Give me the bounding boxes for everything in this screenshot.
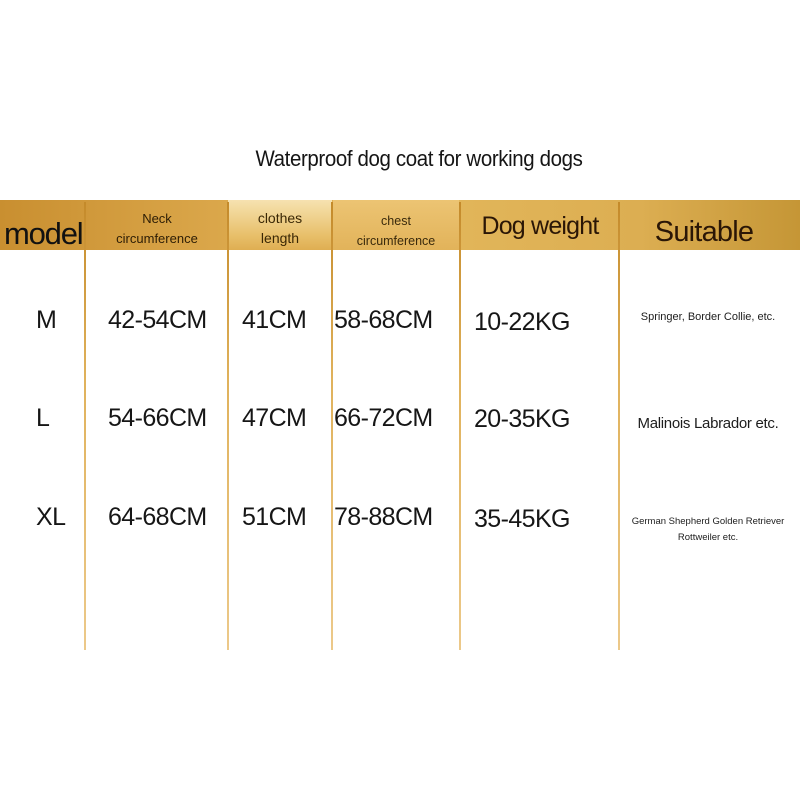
header-length-line2: length xyxy=(260,230,300,246)
header-neck-line2: circumference xyxy=(116,231,198,246)
row-xl-length: 51CM xyxy=(242,503,307,531)
row-m-weight: 10-22KG xyxy=(474,308,570,336)
column-divider xyxy=(84,202,86,650)
row-l-weight: 20-35KG xyxy=(474,405,570,433)
header-clothes-length xyxy=(228,208,332,248)
row-xl-suitable xyxy=(622,514,794,546)
header-neck-line1: Neck xyxy=(142,211,172,226)
row-m-suitable: Springer, Border Collie, etc. xyxy=(640,311,776,323)
row-xl-model: XL xyxy=(36,503,66,531)
header-chest-line2: circumference xyxy=(356,234,436,248)
row-xl-weight: 35-45KG xyxy=(474,505,570,533)
row-l-model: L xyxy=(36,404,50,432)
row-xl-suitable-line1: German Shepherd Golden Retriever xyxy=(631,516,785,527)
row-l-chest: 66-72CM xyxy=(334,404,433,432)
row-m-model: M xyxy=(36,306,57,334)
row-xl-neck: 64-68CM xyxy=(108,503,207,531)
header-model: model xyxy=(4,216,83,251)
header-neck-circumference xyxy=(86,209,228,249)
page-title: Waterproof dog coat for working dogs xyxy=(255,146,583,171)
header-chest-line1: chest xyxy=(381,214,411,228)
column-divider xyxy=(618,202,620,650)
row-m-chest: 58-68CM xyxy=(334,306,433,334)
header-suitable: Suitable xyxy=(654,216,754,248)
header-chest-circumference xyxy=(333,211,459,251)
row-xl-chest: 78-88CM xyxy=(334,503,433,531)
row-xl-suitable-line2: Rottweiler etc. xyxy=(677,532,739,543)
column-divider xyxy=(331,202,333,650)
row-l-suitable: Malinois Labrador etc. xyxy=(637,415,779,432)
row-l-neck: 54-66CM xyxy=(108,404,207,432)
column-divider xyxy=(227,202,229,650)
row-m-length: 41CM xyxy=(242,306,307,334)
header-dog-weight: Dog weight xyxy=(481,212,599,240)
header-length-line1: clothes xyxy=(257,210,303,226)
column-divider xyxy=(459,202,461,650)
row-l-length: 47CM xyxy=(242,404,307,432)
row-m-neck: 42-54CM xyxy=(108,306,207,334)
